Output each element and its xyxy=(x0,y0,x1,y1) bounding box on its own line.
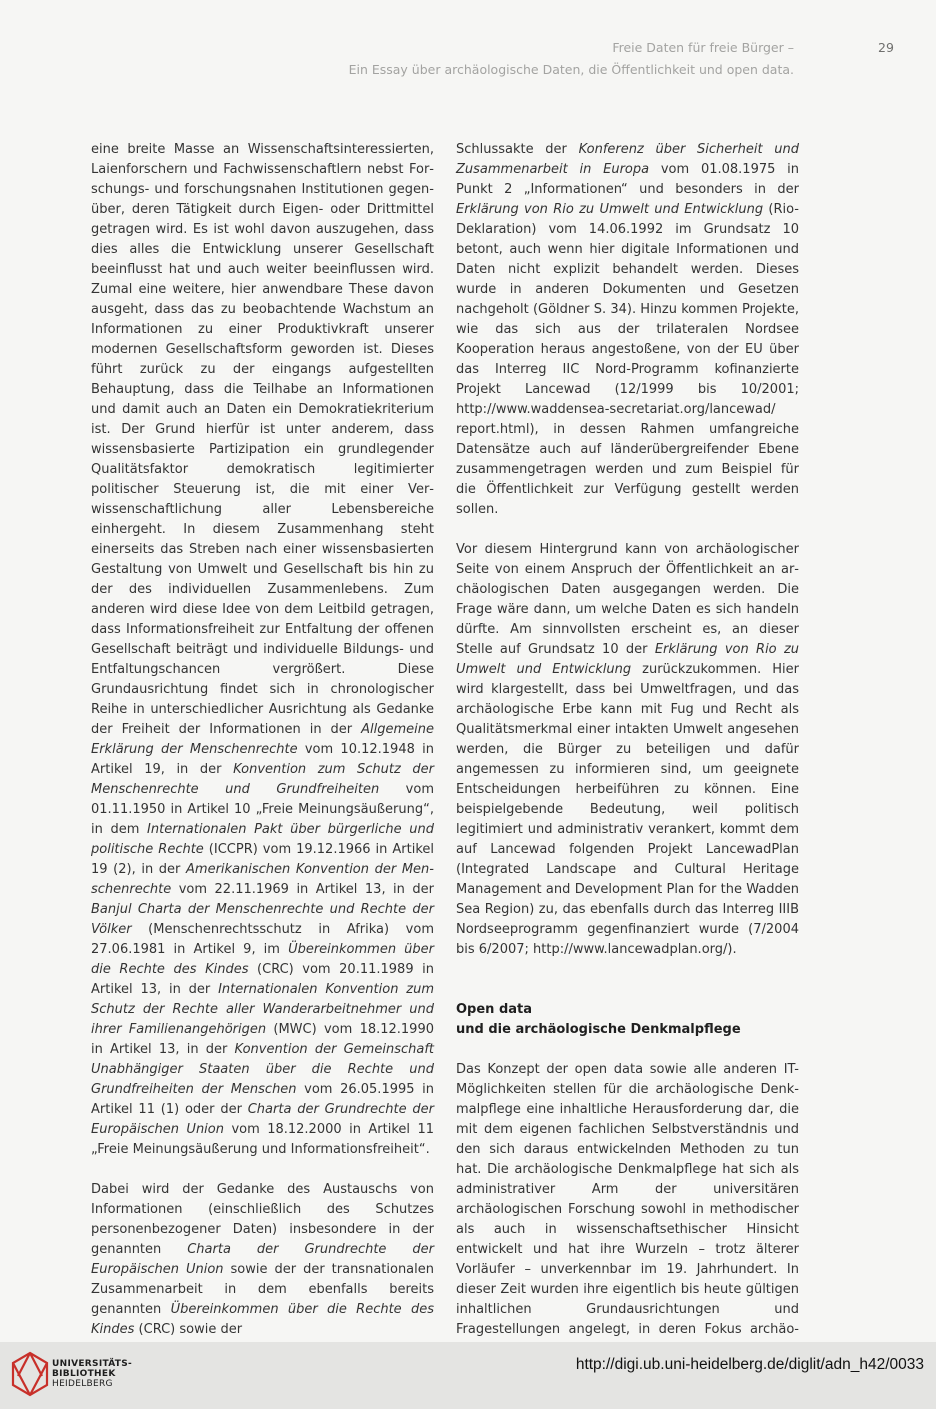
paragraph: Vor diesem Hintergrund kann von archäologischer Seite von einem Anspruch der Öffentlichkeit an archäologischen Daten ausgegangen werden. Die Frage wäre dann, um welche Daten es sich handeln dürfte. Am sinnvollsten erscheint es, an dieser Stelle auf Grundsatz 10 der Erklärung von Rio zu Umwelt und Entwicklung zurückzukommen. Hier wird klargestellt, dass bei Umweltfragen, und das archäologische Erbe kann mit Fug und Recht als Qualitätsmerkmal einer intakten Umwelt angesehen werden, die Bürger zu beteiligen und dafür angemessen zu informieren sind, um geeignete Entscheidungen herbeiführen zu können. Eine beispielgebende Bedeutung, weil politisch legitimiert und administrativ verankert, kommt dem auf Lancewad folgenden Projekt LancewadPlan (Integrated Landscape and Cultural Heritage Management and Development Plan for the Wadden Sea Region) zu, das ebenfalls durch das Interreg IIIB Nordseeprogramm gegenfinanziert wurde (7/2004 bis 6/2007; http://www.lancewadplan.org/). xyxy=(456,542,800,957)
running-title-line-1: Freie Daten für freie Bürger – xyxy=(612,40,794,55)
running-title-line-2: Ein Essay über archäologische Daten, die Öffentlichkeit und open data. xyxy=(348,62,794,77)
library-name: UNIVERSITÄTS- BIBLIOTHEK HEIDELBERG xyxy=(52,1359,133,1389)
paragraph: Das Konzept der open data sowie alle anderen IT-Möglichkeiten stellen für die archäologische Denkmalpflege eine inhaltliche Herausforderung dar, die mit dem eigenen fachlichen Selbstverständnis und den sich daraus entwickelnden Methoden zu tun hat. Die archäologische Denkmalpflege hat sich als administrativer Arm der universitären archäologischen Forschung sowohl in methodischer als auch in wissenschaftsethischer Hinsicht entwickelt und hat ihre Wurzeln – trotz älterer Vorläufer – unverkennbar im 19. Jahrhundert. In dieser Zeit wurden ihre eigentlich bis heute gültigen inhaltlichen Grundausrichtungen und Fragestellungen angelegt, in deren Fokus archäo xyxy=(456,1062,799,1337)
paragraph: Dabei wird der Gedanke des Austauschs von Informationen (einschließlich des Schutzes personenbezogener Daten) insbesondere in der genannten Charta der Grundrechte der Europäischen Union sowie der der transnationalen Zusammenarbeit in dem ebenfalls bereits genannten Übereinkommen über die Rechte des Kindes (CRC) sowie der xyxy=(91,1182,434,1337)
right-text-column xyxy=(456,140,799,1360)
section-heading: Open data und die archäologische Denkmalpflege xyxy=(456,1002,741,1037)
page-number: 29 xyxy=(878,40,894,55)
permalink-url[interactable]: http://digi.ub.uni-heidelberg.de/diglit/adn_h42/0033 xyxy=(575,1356,924,1373)
university-library-logo-icon xyxy=(10,1350,50,1398)
viewer-footer xyxy=(0,1342,936,1409)
left-text-column xyxy=(91,140,434,1340)
paragraph: eine breite Masse an Wissenschaftsinteressierten, Laienforschern und Fachwissenschaftlern nebst Forschungs- und forschungsnahen Institutionen gegenüber, deren Tätigkeit durch Eigen- oder Drittmittel getragen wird. Es ist wohl davon auszugehen, dass dies alles die Entwicklung unserer Gesellschaft beeinflusst hat und auch weiter beeinflussen wird. Zumal eine weitere, hier anwendbare These davon ausgeht, dass das zu beobachtende Wachstum an Informationen zu einer Produktivkraft unserer modernen Gesellschaftsform geworden ist. Dieses führt zurück zu der eingangs aufgestellten Behauptung, dass die Teilhabe an Informationen und damit auch an Daten ein Demokratiekriterium ist. Der Grund hierfür ist unter anderem, dass wissensbasierte Partizipation ein grundlegender Qualitätsfaktor demokratisch legitimierter politischer Steuerung ist, die mit einer Verwissenschaftlichung aller Lebensbereiche einhergeht. In diesem Zusammenhang steht einerseits das Streben nach einer wissensbasierten Gestaltung von Umwelt und Gesellschaft bis hin zu der des individuellen Zusammenlebens. Zum anderen wird diese Idee von dem Leitbild getragen, dass Informationsfreiheit zur Entfaltung der offenen Gesellschaft beiträgt und individuelle Bildungs- und Entfaltungschancen vergrößert. Diese Grundausrichtung findet sich in chronologischer Reihe in unterschiedlicher Ausrichtung als Gedanke der Freiheit der Informationen in der Allgemeine Erklärung der Menschenrechte vom 10.12.1948 in Artikel 19, in der Konvention zum Schutz der Menschenrechte und Grundfreiheiten vom 01.11.1950 in Artikel 10 „Freie Meinungsäußerung“, in dem Internationalen Pakt über bürgerliche und politische Rechte (ICCPR) vom 19.12.1966 in Artikel 19 (2), in der Amerikanischen Konvention der Menschenrechte vom 22.11.1969 in Artikel 13, in der Banjul Charta der Menschenrechte und Rechte der Völker (Menschenrechtsschutz in Afrika) vom 27.06.1981 in Artikel 9, im Übereinkommen über die Rechte des Kindes (CRC) vom 20.11.1989 in Artikel 13, in der Internationalen Konvention zum Schutz der Rechte aller Wanderarbeitnehmer und ihrer Familienangehörigen (MWC) vom 18.12.1990 in Artikel 13, in der Konvention der Gemeinschaft Unabhängiger Staaten über die Rechte und Grundfreiheiten der Menschen vom 26.05.1995 in Artikel 11 (1) oder der Charta der Grundrechte der Europäischen Union vom 18.12.2000 in Artikel 11 „Freie Meinungsäußerung und Informationsfreiheit“. xyxy=(91,142,435,1157)
paragraph: Schlussakte der Konferenz über Sicherheit und Zusammenarbeit in Europa vom 01.08.1975 in Punkt 2 „Informationen“ und besonders in der Erklärung von Rio zu Umwelt und Entwicklung (Rio-Deklaration) vom 14.06.1992 im Grundsatz 10 betont, auch wenn hier digitale Informationen und Daten nicht explizit behandelt werden. Dieses wurde in anderen Dokumenten und Gesetzen nachgeholt (Göldner S. 34). Hinzu kommen Projekte, wie das sich aus der trilateralen Nordsee Kooperation heraus angestoßene, von der EU über das Interreg IIC Nord-Programm kofinanzierte Projekt Lancewad (12/1999 bis 10/2001; http://www.waddensea-secretariat.org/lancewad/ report.html), in dessen Rahmen umfangreiche Datensätze auch auf länderübergreifender Ebene zusammengetragen werden und zum Beispiel für die Öffentlichkeit zur Verfügung gestellt werden sollen. xyxy=(456,142,799,517)
